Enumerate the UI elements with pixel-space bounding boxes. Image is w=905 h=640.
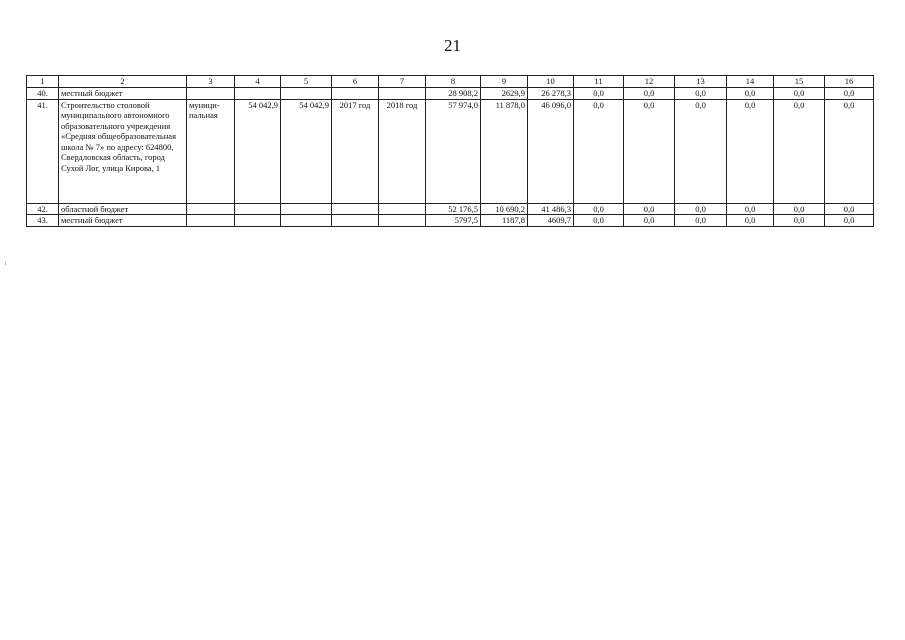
table-cell (379, 203, 426, 215)
column-header: 11 (574, 76, 624, 88)
table-cell: муници-пальная (187, 99, 235, 203)
table-cell: 0,0 (624, 215, 675, 227)
table-cell: 52 176,5 (426, 203, 481, 215)
table-cell: 0,0 (624, 88, 675, 100)
table-cell (379, 88, 426, 100)
scan-mark (5, 262, 6, 265)
table-cell: 11 878,0 (481, 99, 528, 203)
table-cell: 0,0 (574, 203, 624, 215)
column-header: 2 (59, 76, 187, 88)
table-cell: 2017 год (332, 99, 379, 203)
table-cell: 46 096,0 (528, 99, 574, 203)
table-cell: 10 690,2 (481, 203, 528, 215)
table-cell: 57 974,0 (426, 99, 481, 203)
table-cell: 5797,5 (426, 215, 481, 227)
table-cell (332, 215, 379, 227)
table-cell: 54 042,9 (235, 99, 281, 203)
table-cell (281, 215, 332, 227)
table-row (27, 88, 874, 100)
table-cell: 41 486,3 (528, 203, 574, 215)
table-cell (332, 88, 379, 100)
table-cell (281, 203, 332, 215)
table-cell (187, 88, 235, 100)
table-cell (235, 215, 281, 227)
row-number: 43. (27, 215, 59, 227)
table-cell (187, 215, 235, 227)
table-row (27, 99, 874, 203)
table-cell: 0,0 (574, 88, 624, 100)
table-cell: 4609,7 (528, 215, 574, 227)
column-header: 7 (379, 76, 426, 88)
row-description: местный бюджет (59, 215, 187, 227)
column-header: 16 (825, 76, 874, 88)
budget-table (26, 75, 874, 227)
table-cell (332, 203, 379, 215)
row-number: 41. (27, 99, 59, 203)
column-header: 15 (774, 76, 825, 88)
row-number: 40. (27, 88, 59, 100)
row-description: Строительство столовой муниципального автономного образовательного учреждения «Средняя общеобразовательная школа № 7» по адресу: 624800, Свердловская область, город Сухой Лог, улица Кирова, 1 (59, 99, 187, 203)
column-header: 8 (426, 76, 481, 88)
table-cell: 0,0 (727, 215, 774, 227)
table-cell: 0,0 (727, 99, 774, 203)
column-header: 1 (27, 76, 59, 88)
column-header: 9 (481, 76, 528, 88)
page-number: 21 (444, 36, 461, 55)
row-description: областной бюджет (59, 203, 187, 215)
table-cell (379, 215, 426, 227)
table-cell: 0,0 (774, 99, 825, 203)
table-cell: 0,0 (774, 88, 825, 100)
table-cell: 0,0 (675, 215, 727, 227)
table-cell (281, 88, 332, 100)
table-cell: 0,0 (825, 88, 874, 100)
table-row (27, 215, 874, 227)
column-header: 13 (675, 76, 727, 88)
table-cell: 0,0 (825, 203, 874, 215)
column-header: 14 (727, 76, 774, 88)
table-cell: 26 278,3 (528, 88, 574, 100)
table-cell: 54 042,9 (281, 99, 332, 203)
table-cell: 0,0 (675, 203, 727, 215)
table-cell: 0,0 (624, 203, 675, 215)
table-cell (235, 203, 281, 215)
column-header: 12 (624, 76, 675, 88)
table-cell: 0,0 (675, 88, 727, 100)
table-cell: 0,0 (774, 203, 825, 215)
column-header: 4 (235, 76, 281, 88)
table-cell: 0,0 (727, 88, 774, 100)
row-number: 42. (27, 203, 59, 215)
table-cell (235, 88, 281, 100)
table-cell: 0,0 (825, 215, 874, 227)
column-header: 3 (187, 76, 235, 88)
table-cell: 0,0 (675, 99, 727, 203)
column-header: 5 (281, 76, 332, 88)
table-cell (187, 203, 235, 215)
table-row (27, 203, 874, 215)
table-cell: 28 908,2 (426, 88, 481, 100)
row-description: местный бюджет (59, 88, 187, 100)
column-number-header-row (27, 76, 874, 88)
column-header: 6 (332, 76, 379, 88)
table-cell: 2629,9 (481, 88, 528, 100)
table-cell: 0,0 (774, 215, 825, 227)
table-cell: 0,0 (624, 99, 675, 203)
table-cell: 0,0 (825, 99, 874, 203)
table-cell: 0,0 (574, 215, 624, 227)
column-header: 10 (528, 76, 574, 88)
table-cell: 0,0 (574, 99, 624, 203)
table-cell: 1187,8 (481, 215, 528, 227)
table-cell: 2018 год (379, 99, 426, 203)
table-cell: 0,0 (727, 203, 774, 215)
